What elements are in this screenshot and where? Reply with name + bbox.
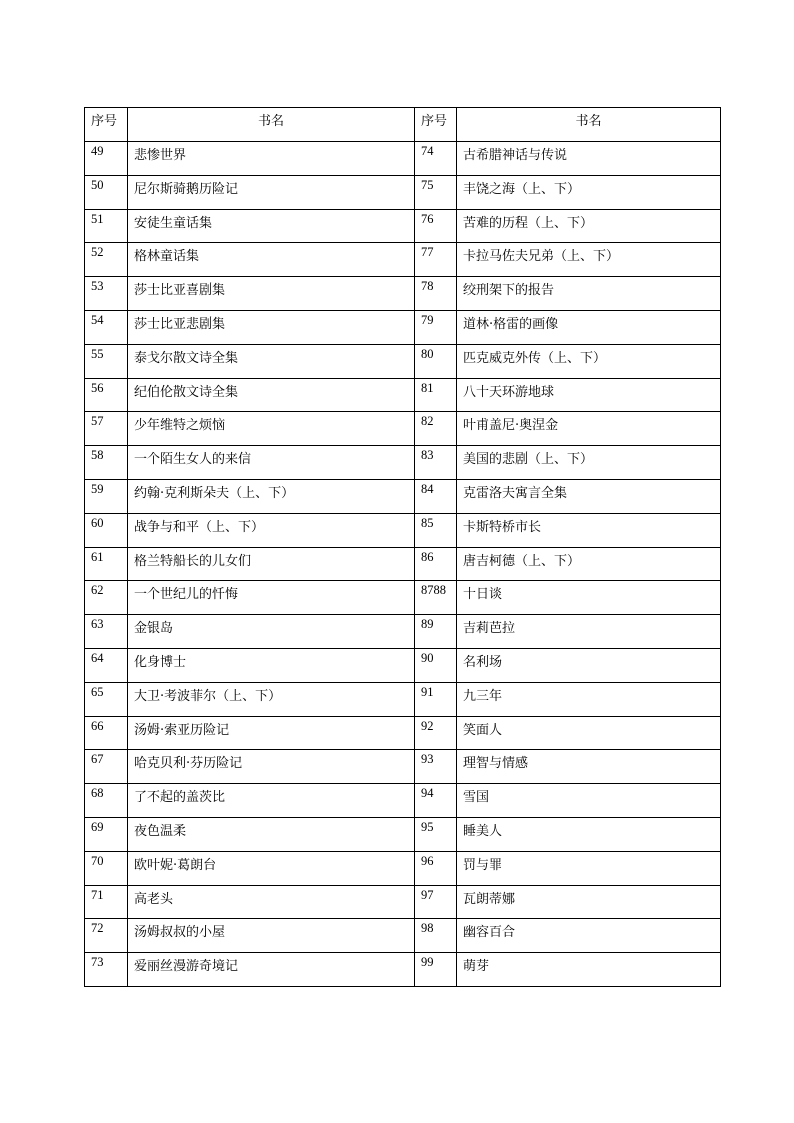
header-title-right: 书名 xyxy=(457,108,721,142)
book-index-left: 56 xyxy=(85,378,128,412)
table-row xyxy=(85,175,721,209)
book-title-right: 幽容百合 xyxy=(457,919,721,953)
book-index-right: 80 xyxy=(415,344,457,378)
book-index-left: 68 xyxy=(85,784,128,818)
book-index-left: 64 xyxy=(85,648,128,682)
book-title-right: 古希腊神话与传说 xyxy=(457,142,721,176)
book-title-left: 一个世纪儿的忏悔 xyxy=(128,581,415,615)
book-index-right: 99 xyxy=(415,953,457,987)
book-title-right: 卡斯特桥市长 xyxy=(457,513,721,547)
book-title-left: 汤姆·索亚历险记 xyxy=(128,716,415,750)
book-title-right: 克雷洛夫寓言全集 xyxy=(457,479,721,513)
table-row xyxy=(85,277,721,311)
book-title-right: 卡拉马佐夫兄弟（上、下） xyxy=(457,243,721,277)
book-title-left: 格兰特船长的儿女们 xyxy=(128,547,415,581)
book-index-right: 82 xyxy=(415,412,457,446)
book-title-right: 八十天环游地球 xyxy=(457,378,721,412)
book-index-left: 61 xyxy=(85,547,128,581)
book-index-right: 78 xyxy=(415,277,457,311)
table-row xyxy=(85,209,721,243)
book-index-left: 62 xyxy=(85,581,128,615)
book-title-right: 美国的悲剧（上、下） xyxy=(457,446,721,480)
table-row xyxy=(85,953,721,987)
book-title-right: 道林·格雷的画像 xyxy=(457,310,721,344)
book-index-left: 57 xyxy=(85,412,128,446)
header-index-right: 序号 xyxy=(415,108,457,142)
book-title-left: 哈克贝利·芬历险记 xyxy=(128,750,415,784)
book-title-left: 莎士比亚悲剧集 xyxy=(128,310,415,344)
book-title-right: 笑面人 xyxy=(457,716,721,750)
book-index-left: 60 xyxy=(85,513,128,547)
table-row xyxy=(85,513,721,547)
book-index-left: 66 xyxy=(85,716,128,750)
book-title-right: 名利场 xyxy=(457,648,721,682)
book-title-right: 九三年 xyxy=(457,682,721,716)
table-row xyxy=(85,547,721,581)
book-title-left: 爱丽丝漫游奇境记 xyxy=(128,953,415,987)
book-index-left: 55 xyxy=(85,344,128,378)
book-index-right: 86 xyxy=(415,547,457,581)
book-index-right: 75 xyxy=(415,175,457,209)
table-row xyxy=(85,716,721,750)
table-row xyxy=(85,750,721,784)
book-index-right: 84 xyxy=(415,479,457,513)
book-title-left: 高老头 xyxy=(128,885,415,919)
book-title-left: 化身博士 xyxy=(128,648,415,682)
book-title-right: 十日谈 xyxy=(457,581,721,615)
book-index-right: 90 xyxy=(415,648,457,682)
book-title-left: 少年维特之烦恼 xyxy=(128,412,415,446)
table-row xyxy=(85,682,721,716)
book-index-left: 73 xyxy=(85,953,128,987)
table-row xyxy=(85,885,721,919)
book-title-left: 悲惨世界 xyxy=(128,142,415,176)
book-title-right: 萌芽 xyxy=(457,953,721,987)
book-index-right: 79 xyxy=(415,310,457,344)
book-index-right: 98 xyxy=(415,919,457,953)
table-row xyxy=(85,412,721,446)
table-row xyxy=(85,615,721,649)
table-body xyxy=(85,142,721,987)
book-title-left: 约翰·克利斯朵夫（上、下） xyxy=(128,479,415,513)
book-title-right: 罚与罪 xyxy=(457,851,721,885)
table-row xyxy=(85,817,721,851)
table-row xyxy=(85,142,721,176)
book-index-right: 96 xyxy=(415,851,457,885)
table-row xyxy=(85,446,721,480)
book-index-right: 85 xyxy=(415,513,457,547)
book-title-left: 安徒生童话集 xyxy=(128,209,415,243)
book-index-right: 92 xyxy=(415,716,457,750)
book-index-left: 63 xyxy=(85,615,128,649)
header-index-left: 序号 xyxy=(85,108,128,142)
book-title-right: 匹克威克外传（上、下） xyxy=(457,344,721,378)
book-title-right: 睡美人 xyxy=(457,817,721,851)
book-index-left: 58 xyxy=(85,446,128,480)
book-index-left: 71 xyxy=(85,885,128,919)
table-row xyxy=(85,648,721,682)
table-row xyxy=(85,243,721,277)
book-title-left: 格林童话集 xyxy=(128,243,415,277)
book-title-left: 汤姆叔叔的小屋 xyxy=(128,919,415,953)
table-row xyxy=(85,310,721,344)
book-title-left: 泰戈尔散文诗全集 xyxy=(128,344,415,378)
book-title-left: 尼尔斯骑鹅历险记 xyxy=(128,175,415,209)
table-header-row xyxy=(85,108,721,142)
book-index-left: 54 xyxy=(85,310,128,344)
book-index-right: 95 xyxy=(415,817,457,851)
book-title-left: 金银岛 xyxy=(128,615,415,649)
book-title-right: 吉莉芭拉 xyxy=(457,615,721,649)
header-title-left: 书名 xyxy=(128,108,415,142)
book-title-right: 苦难的历程（上、下） xyxy=(457,209,721,243)
table-row xyxy=(85,581,721,615)
book-index-right: 77 xyxy=(415,243,457,277)
book-title-left: 欧叶妮·葛朗台 xyxy=(128,851,415,885)
book-index-right: 91 xyxy=(415,682,457,716)
book-title-right: 雪国 xyxy=(457,784,721,818)
table-row xyxy=(85,851,721,885)
table-row xyxy=(85,919,721,953)
book-index-right: 83 xyxy=(415,446,457,480)
book-title-right: 理智与情感 xyxy=(457,750,721,784)
book-title-right: 丰饶之海（上、下） xyxy=(457,175,721,209)
book-index-left: 69 xyxy=(85,817,128,851)
book-title-left: 莎士比亚喜剧集 xyxy=(128,277,415,311)
book-title-right: 叶甫盖尼·奥涅金 xyxy=(457,412,721,446)
book-index-left: 72 xyxy=(85,919,128,953)
book-index-right: 8788 xyxy=(415,581,457,615)
book-index-left: 51 xyxy=(85,209,128,243)
book-index-right: 97 xyxy=(415,885,457,919)
book-index-right: 94 xyxy=(415,784,457,818)
book-index-left: 59 xyxy=(85,479,128,513)
table-row xyxy=(85,479,721,513)
table-row xyxy=(85,344,721,378)
book-index-right: 89 xyxy=(415,615,457,649)
book-title-left: 了不起的盖茨比 xyxy=(128,784,415,818)
book-index-left: 53 xyxy=(85,277,128,311)
book-index-left: 52 xyxy=(85,243,128,277)
book-index-left: 67 xyxy=(85,750,128,784)
book-index-left: 65 xyxy=(85,682,128,716)
book-index-right: 76 xyxy=(415,209,457,243)
table-row xyxy=(85,378,721,412)
book-index-right: 93 xyxy=(415,750,457,784)
book-index-right: 81 xyxy=(415,378,457,412)
book-title-left: 战争与和平（上、下） xyxy=(128,513,415,547)
book-title-left: 大卫·考波菲尔（上、下） xyxy=(128,682,415,716)
table-row xyxy=(85,784,721,818)
book-title-right: 瓦朗蒂娜 xyxy=(457,885,721,919)
book-title-right: 唐吉柯德（上、下） xyxy=(457,547,721,581)
book-title-left: 夜色温柔 xyxy=(128,817,415,851)
book-title-left: 纪伯伦散文诗全集 xyxy=(128,378,415,412)
book-title-right: 绞刑架下的报告 xyxy=(457,277,721,311)
book-index-left: 70 xyxy=(85,851,128,885)
book-index-left: 50 xyxy=(85,175,128,209)
book-index-right: 74 xyxy=(415,142,457,176)
book-title-left: 一个陌生女人的来信 xyxy=(128,446,415,480)
book-index-left: 49 xyxy=(85,142,128,176)
book-list-table xyxy=(84,107,721,987)
